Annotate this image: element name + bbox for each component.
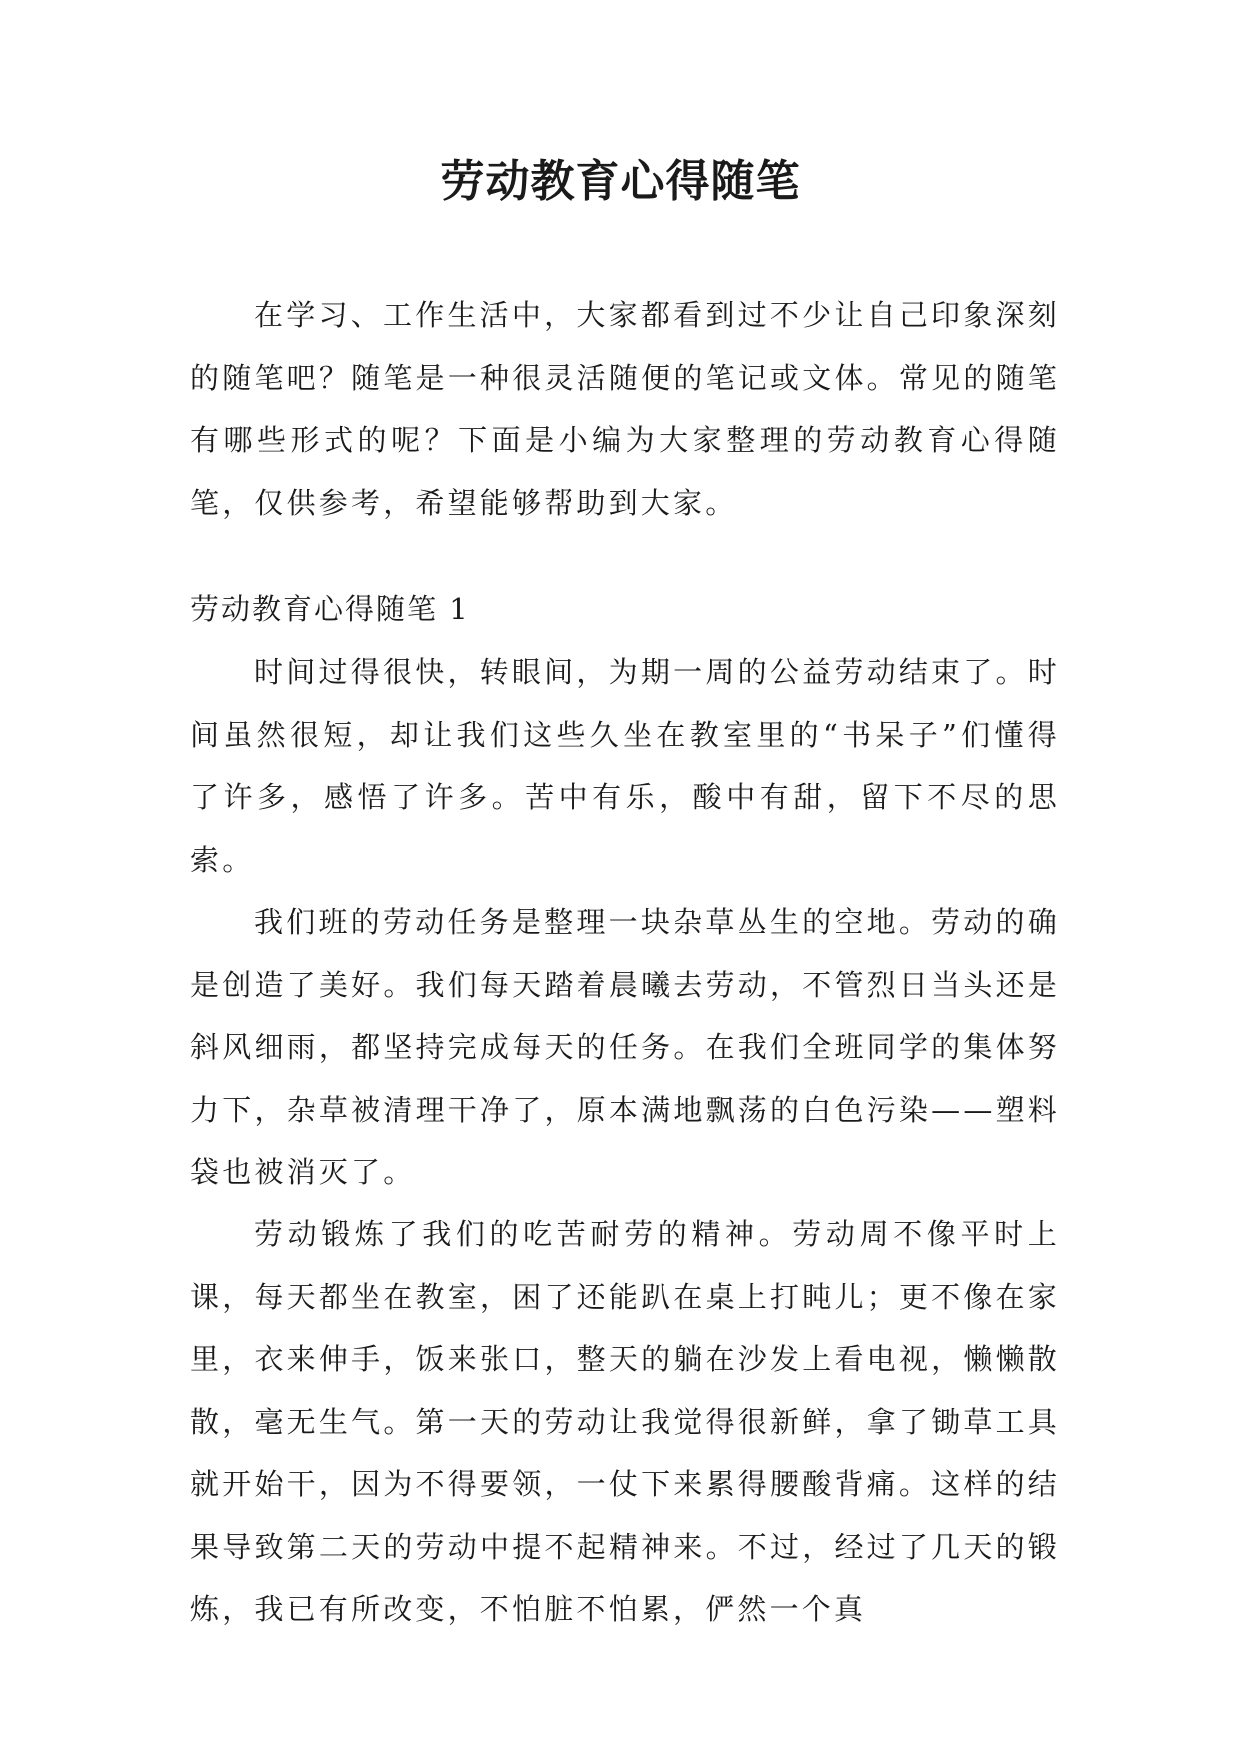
intro-paragraph: 在学习、工作生活中，大家都看到过不少让自己印象深刻的随笔吧？随笔是一种很灵活随便的笔记或文体。常见的随笔有哪些形式的呢？下面是小编为大家整理的劳动教育心得随笔，仅供参考，希望能够帮助到大家。 [190, 298, 1060, 520]
section-heading: 劳动教育心得随笔 1 [190, 592, 470, 626]
body-paragraph-3: 劳动锻炼了我们的吃苦耐劳的精神。劳动周不像平时上课，每天都坐在教室，困了还能趴在桌上打盹儿；更不像在家里，衣来伸手，饭来张口，整天的躺在沙发上看电视，懒懒散散，毫无生气。第一天的劳动让我觉得很新鲜，拿了锄草工具就开始干，因为不得要领，一仗下来累得腰酸背痛。这样的结果导致第二天的劳动中提不起精神来。不过，经过了几天的锻炼，我已有所改变，不怕脏不怕累，俨然一个真 [190, 1217, 1060, 1626]
body-paragraph-2: 我们班的劳动任务是整理一块杂草丛生的空地。劳动的确是创造了美好。我们每天踏着晨曦去劳动，不管烈日当头还是斜风细雨，都坚持完成每天的任务。在我们全班同学的集体努力下，杂草被清理干净了，原本满地飘荡的白色污染——塑料袋也被消灭了。 [190, 905, 1060, 1189]
body-paragraph-1: 时间过得很快，转眼间，为期一周的公益劳动结束了。时间虽然很短，却让我们这些久坐在教室里的“书呆子”们懂得了许多，感悟了许多。苦中有乐，酸中有甜，留下不尽的思索。 [190, 655, 1060, 877]
document-title: 劳动教育心得随笔 [440, 156, 801, 207]
